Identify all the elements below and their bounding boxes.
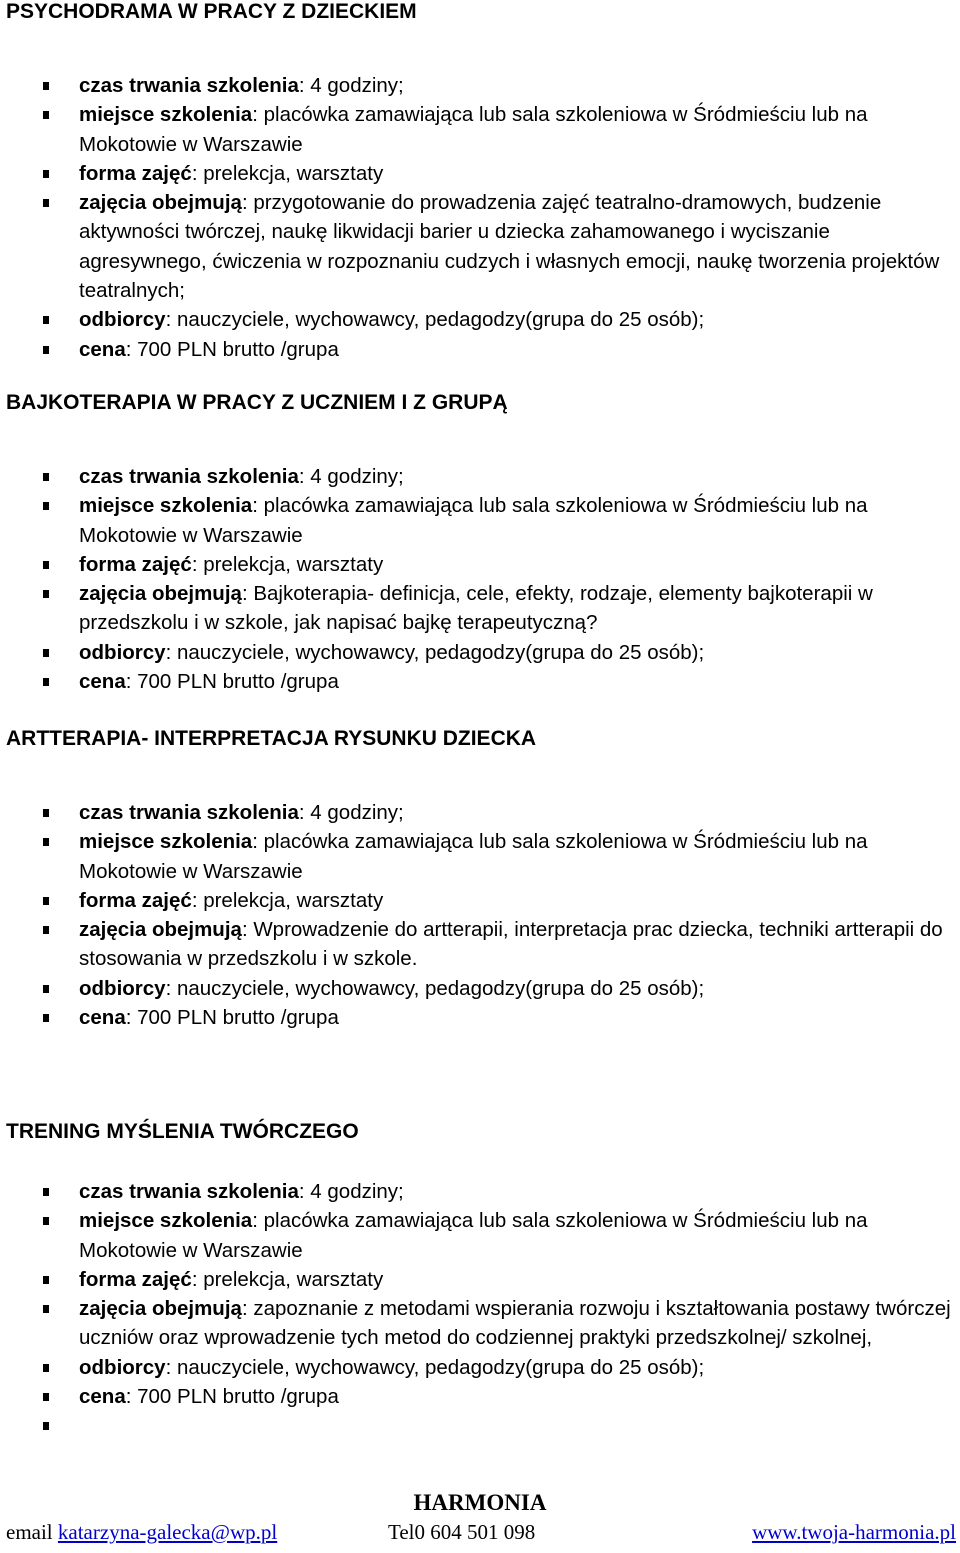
list-item: miejsce szkolenia: placówka zamawiająca lub sala szkoleniowa w Śródmieściu lub na Mokotowie w Warszawie [0, 491, 959, 550]
list-item: zajęcia obejmują: przygotowanie do prowadzenia zajęć teatralno-dramowych, budzenie aktywności twórczej, naukę likwidacji barier u dziecka zahamowanego i wyciszanie agresywnego, ćwiczenia w rozpoznaniu cudzych i własnych emocji, naukę tworzenia projektów teatralnych; [0, 188, 959, 305]
list-item: forma zajęć: prelekcja, warsztaty [0, 159, 959, 188]
list-item: forma zajęć: prelekcja, warsztaty [0, 886, 959, 915]
bullet-icon [43, 316, 49, 324]
section-title: ARTTERAPIA- INTERPRETACJA RYSUNKU DZIECKA [6, 727, 537, 750]
list-item: cena: 700 PLN brutto /grupa [0, 335, 959, 364]
section-title: PSYCHODRAMA W PRACY Z DZIECKIEM [6, 0, 417, 23]
brand-name: HARMONIA [413, 1490, 547, 1515]
bullet-icon [43, 809, 49, 817]
footer-phone: Tel0 604 501 098 [388, 1520, 536, 1544]
list-item: cena: 700 PLN brutto /grupa [0, 1382, 959, 1411]
list-item: odbiorcy: nauczyciele, wychowawcy, pedagodzy(grupa do 25 osób); [0, 974, 959, 1003]
bullet-icon [43, 1422, 49, 1430]
list-item: czas trwania szkolenia: 4 godziny; [0, 798, 959, 827]
list-item: miejsce szkolenia: placówka zamawiająca lub sala szkoleniowa w Śródmieściu lub na Mokotowie w Warszawie [0, 100, 959, 159]
bullet-icon [43, 1364, 49, 1372]
bullet-icon [43, 473, 49, 481]
bullet-icon [43, 346, 49, 354]
list-item: miejsce szkolenia: placówka zamawiająca lub sala szkoleniowa w Śródmieściu lub na Mokotowie w Warszawie [0, 1206, 959, 1265]
bullet-icon [43, 1393, 49, 1401]
bullet-icon [43, 985, 49, 993]
website-link[interactable]: www.twoja-harmonia.pl [752, 1520, 956, 1544]
list-item: cena: 700 PLN brutto /grupa [0, 667, 959, 696]
bullet-icon [43, 926, 49, 934]
list-item: forma zajęć: prelekcja, warsztaty [0, 550, 959, 579]
section-item-list [0, 462, 960, 696]
list-item: zajęcia obejmują: Wprowadzenie do artterapii, interpretacja prac dziecka, techniki artterapii do stosowania w przedszkolu i w szkole. [0, 915, 959, 974]
bullet-icon [43, 1305, 49, 1313]
bullet-icon [43, 590, 49, 598]
bullet-icon [43, 838, 49, 846]
bullet-icon [43, 561, 49, 569]
bullet-icon [43, 1014, 49, 1022]
list-item: odbiorcy: nauczyciele, wychowawcy, pedagodzy(grupa do 25 osób); [0, 638, 959, 667]
bullet-icon [43, 897, 49, 905]
section-title: TRENING MYŚLENIA TWÓRCZEGO [6, 1120, 359, 1143]
bullet-icon [43, 111, 49, 119]
list-item: czas trwania szkolenia: 4 godziny; [0, 462, 959, 491]
bullet-icon [43, 199, 49, 207]
list-item: forma zajęć: prelekcja, warsztaty [0, 1265, 959, 1294]
bullet-icon [43, 170, 49, 178]
list-item: odbiorcy: nauczyciele, wychowawcy, pedagodzy(grupa do 25 osób); [0, 1353, 959, 1382]
list-item: odbiorcy: nauczyciele, wychowawcy, pedagodzy(grupa do 25 osób); [0, 305, 959, 334]
list-item: czas trwania szkolenia: 4 godziny; [0, 71, 959, 100]
list-item: zajęcia obejmują: Bajkoterapia- definicja, cele, efekty, rodzaje, elementy bajkoterapii w przedszkolu i w szkole, jak napisać bajkę terapeutyczną? [0, 579, 959, 638]
list-item: czas trwania szkolenia: 4 godziny; [0, 1177, 959, 1206]
section-item-list [0, 798, 960, 1032]
list-item: miejsce szkolenia: placówka zamawiająca lub sala szkoleniowa w Śródmieściu lub na Mokotowie w Warszawie [0, 827, 959, 886]
section-item-list [0, 71, 960, 364]
email-link[interactable]: katarzyna-galecka@wp.pl [57, 1520, 278, 1544]
list-item: cena: 700 PLN brutto /grupa [0, 1003, 959, 1032]
bullet-icon [43, 678, 49, 686]
bullet-icon [43, 649, 49, 657]
bullet-icon [43, 1217, 49, 1225]
bullet-icon [43, 82, 49, 90]
bullet-icon [43, 1276, 49, 1284]
bullet-icon [43, 1188, 49, 1196]
bullet-icon [43, 502, 49, 510]
section-item-list [0, 1177, 960, 1411]
list-item: zajęcia obejmują: zapoznanie z metodami wspierania rozwoju i kształtowania postawy twórczej uczniów oraz wprowadzenie tych metod do codziennej praktyki przedszkolnej/ szkolnej, [0, 1294, 959, 1353]
footer-email: email katarzyna-galecka@wp.pl [6, 1520, 278, 1544]
section-title: BAJKOTERAPIA W PRACY Z UCZNIEM I Z GRUPĄ [6, 391, 508, 414]
footer-website [752, 1520, 956, 1545]
